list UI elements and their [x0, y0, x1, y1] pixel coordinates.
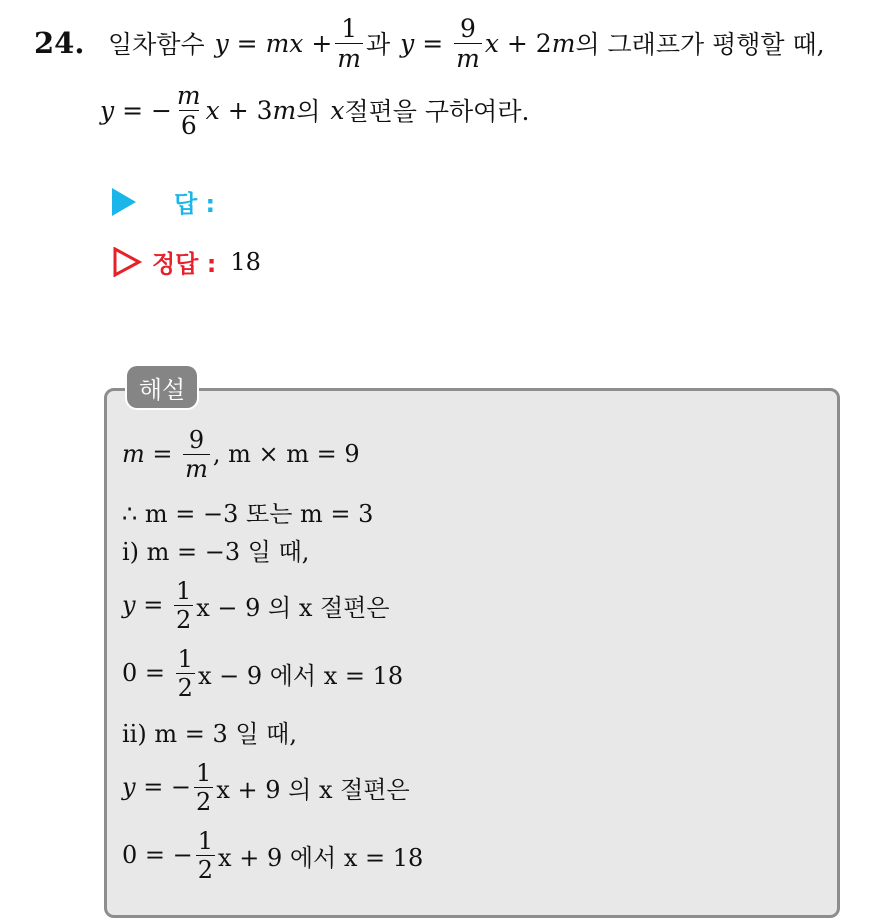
fraction: $\frac{1}{2}$	[177, 644, 193, 702]
solution-tag: 해설	[127, 366, 197, 408]
solution-line: 0 = $\frac{1}{2}$ x − 9 에서 x = 18	[122, 644, 404, 702]
problem-line-1: 일차함수 y = mx + $\frac{1}{m}$ 과 y = $\frac{9}{m}$ x + 2 m 의 그래프가 평행할 때,	[108, 13, 825, 73]
problem-text: 의 그래프가 평행할 때,	[575, 30, 825, 59]
problem-text: 절편을 구하여라.	[344, 97, 530, 126]
solution-line: y = $\frac{1}{2}$ x − 9 의 x 절편은	[122, 576, 390, 634]
problem-text: 의	[296, 97, 321, 126]
answer-label: 답 :	[174, 190, 216, 218]
fraction: $\frac{1}{2}$	[175, 576, 192, 634]
correct-answer-row	[112, 244, 261, 279]
correct-answer-value: 18	[230, 247, 261, 276]
fraction: $\frac{9}{m}$	[456, 13, 480, 73]
play-icon	[112, 188, 136, 216]
hollow-triangle-icon	[112, 247, 142, 277]
fraction: $\frac{1}{2}$	[196, 758, 212, 816]
solution-line: 0 = − $\frac{1}{2}$ x + 9 에서 x = 18	[122, 826, 424, 884]
fraction: $\frac{1}{m}$	[337, 13, 362, 73]
solution-line: y = − $\frac{1}{2}$ x + 9 의 x 절편은	[122, 758, 410, 816]
fraction: $\frac{m}{6}$	[176, 80, 201, 140]
correct-answer-label: 정답 :	[152, 250, 217, 278]
solution-line: ∴ m = −3 또는 m = 3	[122, 499, 374, 528]
solution-line: i) m = −3 일 때,	[122, 537, 310, 566]
problem-text: 과	[366, 30, 391, 59]
fraction: $\frac{9}{m}$	[185, 425, 208, 483]
solution-line: m = $\frac{9}{m}$ , m × m = 9	[122, 425, 360, 483]
problem-number: 24.	[34, 26, 85, 60]
fraction: $\frac{1}{2}$	[197, 826, 214, 884]
problem-text: 일차함수	[108, 30, 205, 59]
solution-line: ii) m = 3 일 때,	[122, 719, 297, 748]
answer-row	[112, 184, 215, 219]
problem-line-2: y = − $\frac{m}{6}$ x + 3 m 의 x 절편을 구하여라.	[100, 80, 530, 140]
